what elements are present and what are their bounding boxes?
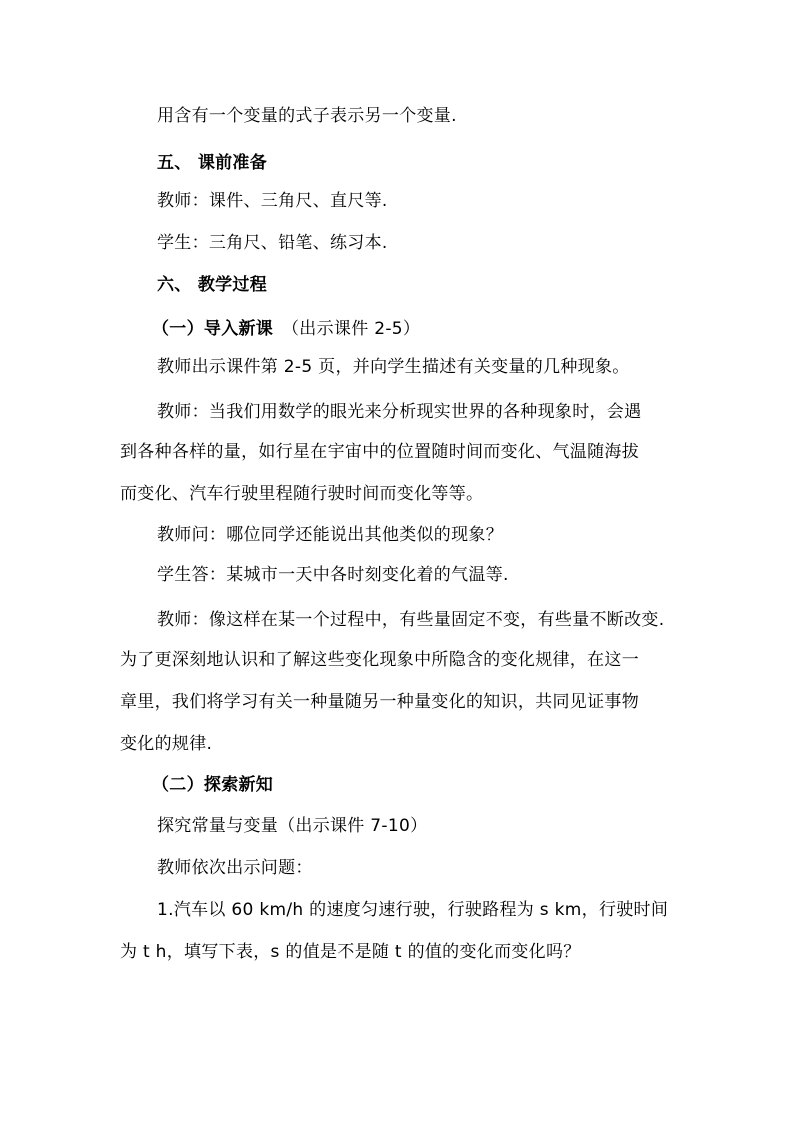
text-line: 学生答：某城市一天中各时刻变化着的气温等. <box>157 565 509 585</box>
text-line: 教师出示课件第 2-5 页，并向学生描述有关变量的几种现象。 <box>157 357 630 377</box>
text-line: 学生：三角尺、铅笔、练习本. <box>157 233 388 253</box>
text-line: 变化的规律. <box>120 734 213 754</box>
text-line: 为了更深刻地认识和了解这些变化现象中所隐含的变化规律，在这一 <box>120 650 639 670</box>
subsection-note: （出示课件 2-5） <box>282 319 421 339</box>
text-line: 1.汽车以 60 km/h 的速度匀速行驶，行驶路程为 s km，行驶时间 <box>157 900 669 920</box>
text-line: 探究常量与变量（出示课件 7-10） <box>157 816 428 836</box>
text-line: 教师：像这样在某一个过程中，有些量固定不变，有些量不断改变. <box>157 610 665 630</box>
text-line: 而变化、汽车行驶里程随行驶时间而变化等等。 <box>120 484 484 504</box>
text-line: 到各种各样的量，如行星在宇宙中的位置随时间而变化、气温随海拔 <box>120 442 639 462</box>
section-heading: 五、 课前准备 <box>157 153 268 173</box>
section-heading: 六、 教学过程 <box>157 275 268 295</box>
text-line: 为 t h，填写下表，s 的值是不是随 t 的值的变化而变化吗？ <box>120 942 581 962</box>
subsection-heading: （一）导入新课 <box>152 319 274 339</box>
text-line: 教师：当我们用数学的眼光来分析现实世界的各种现象时，会遇 <box>157 402 642 422</box>
text-line: 用含有一个变量的式子表示另一个变量. <box>157 106 457 126</box>
subsection-heading: （二）探索新知 <box>152 775 274 795</box>
text-line: 教师：课件、三角尺、直尺等. <box>157 191 388 211</box>
text-line: 教师依次出示问题： <box>157 858 313 878</box>
text-line: 章里，我们将学习有关一种量随另一种量变化的知识，共同见证事物 <box>120 692 639 712</box>
text-line: 教师问：哪位同学还能说出其他类似的现象？ <box>157 525 503 545</box>
